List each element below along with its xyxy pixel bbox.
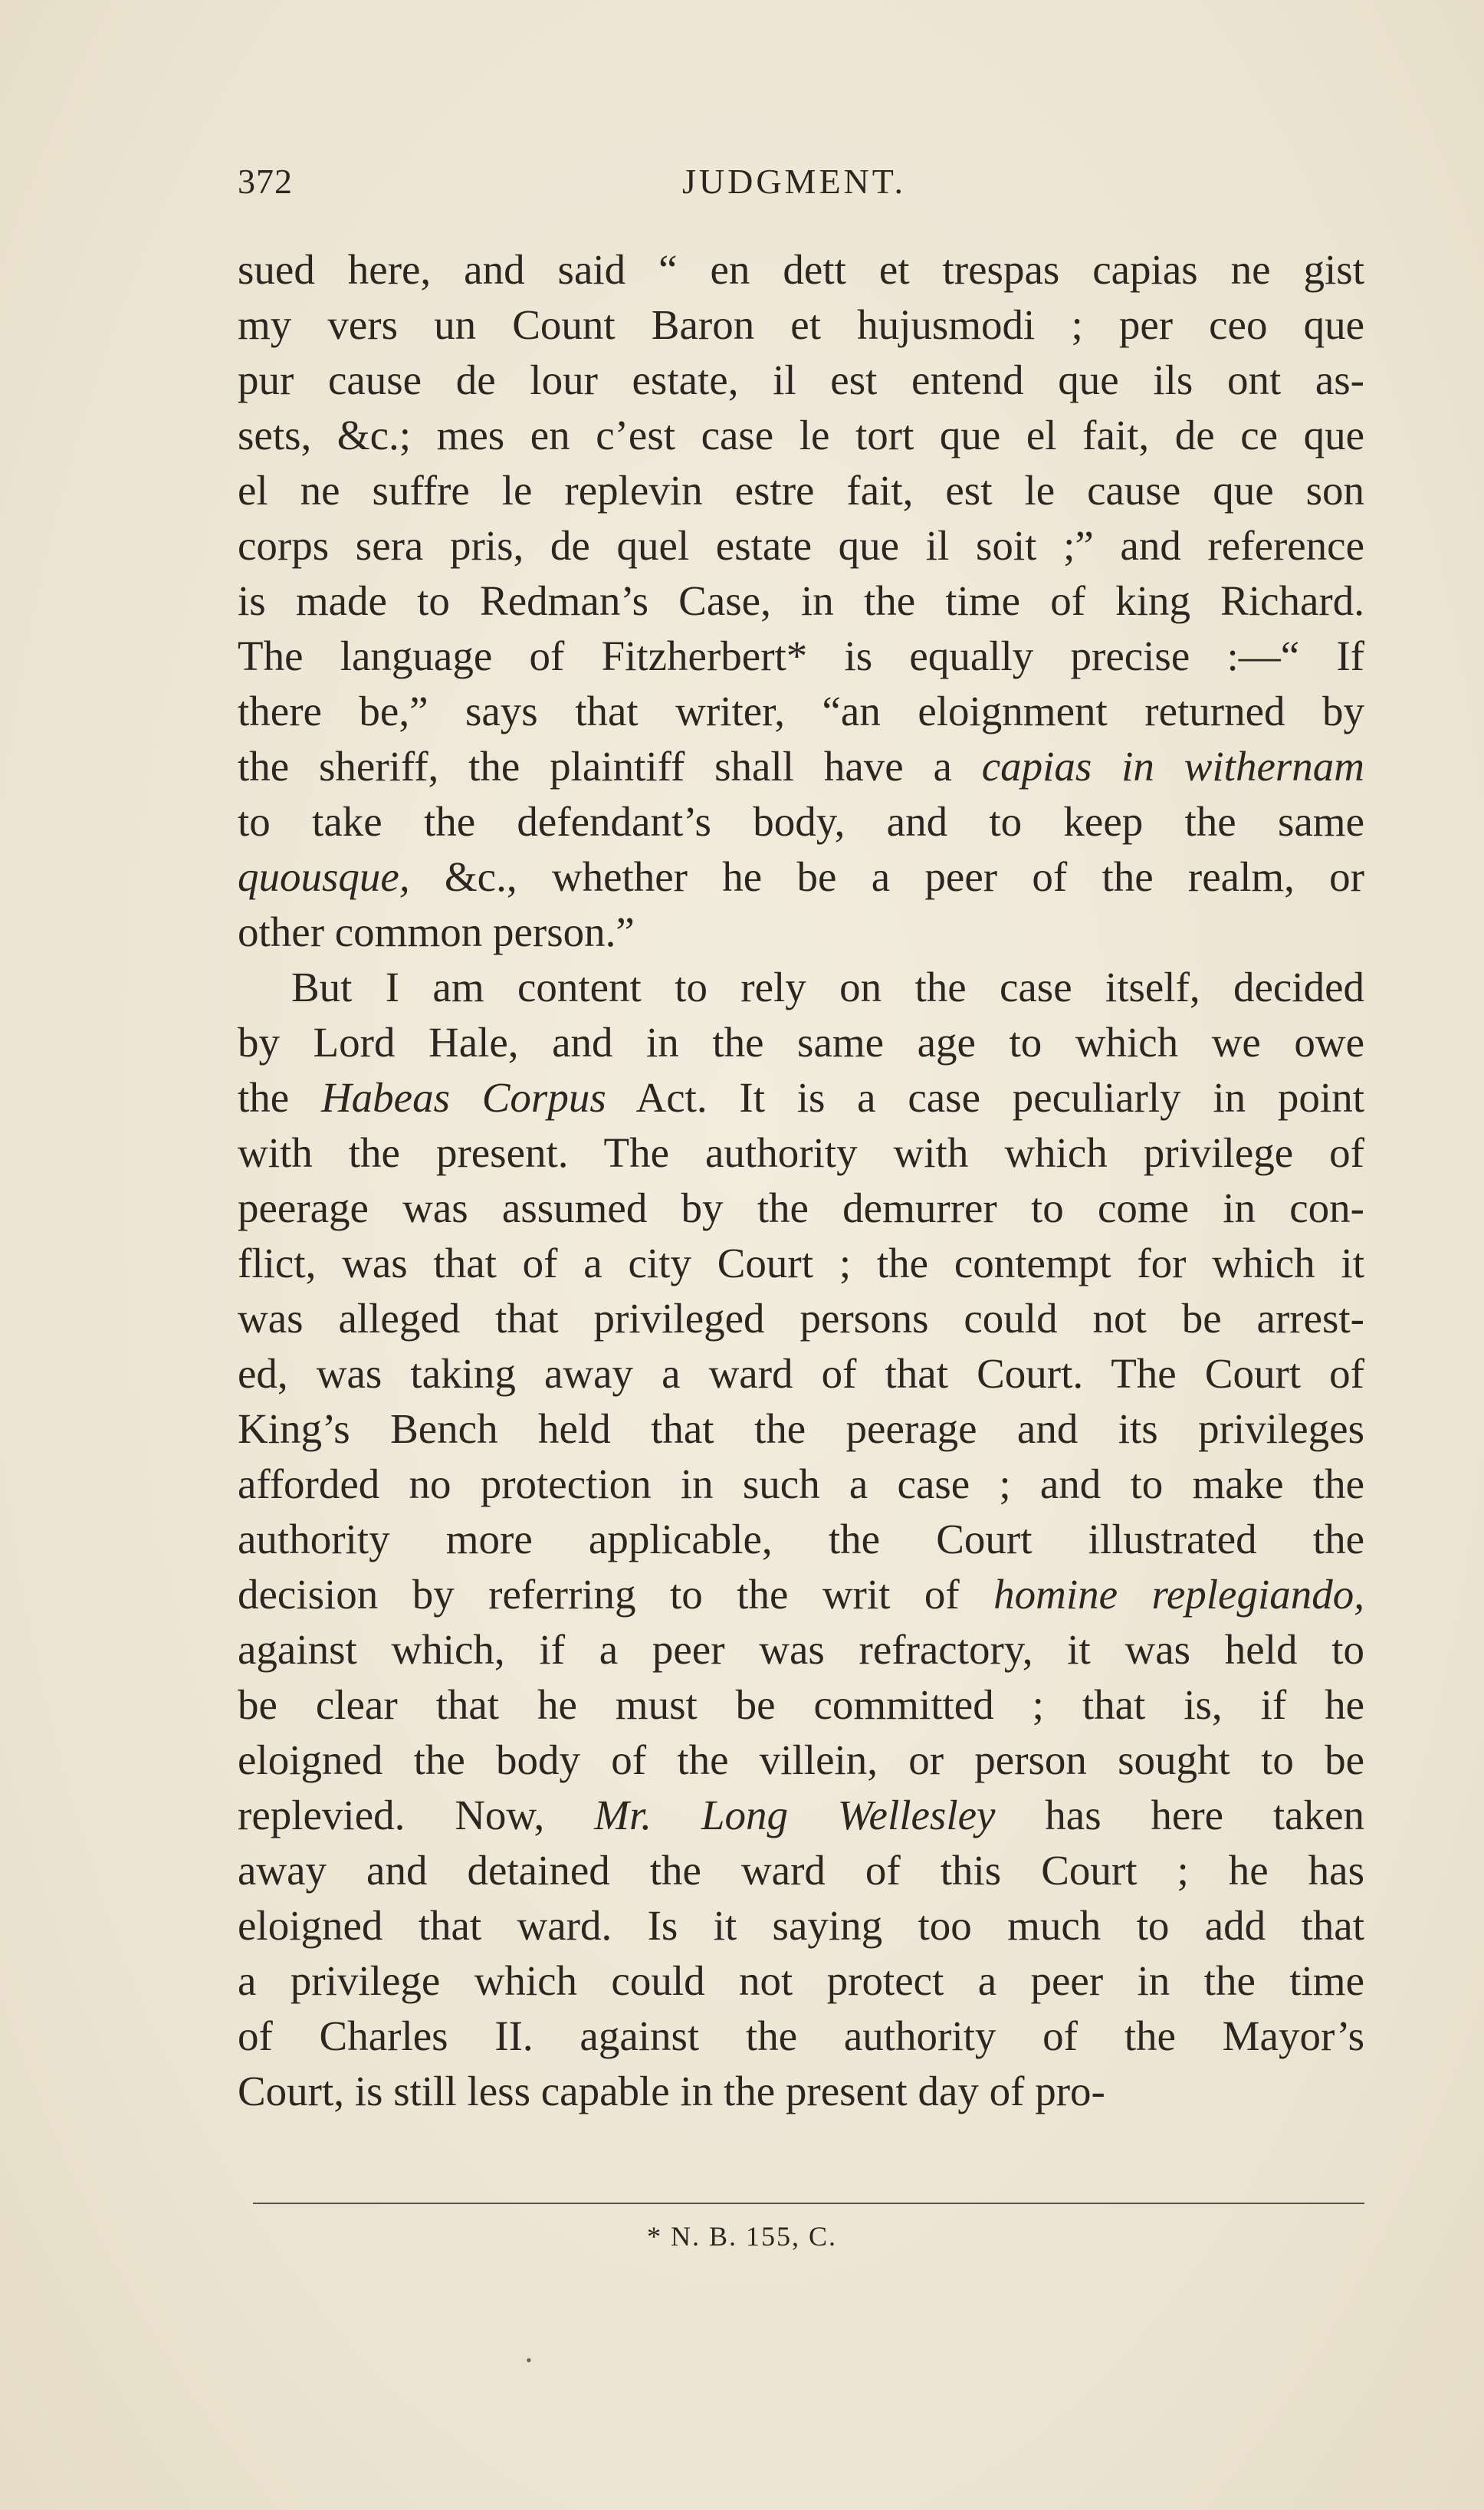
text-line <box>238 242 1364 297</box>
text-line <box>238 1291 1364 1346</box>
text-line <box>238 849 1364 905</box>
text-run: by Lord Hale, and in the same age to which we owe <box>238 1019 1364 1066</box>
text-run: has here taken <box>995 1792 1364 1838</box>
text-run: flict, was that of a city Court ; the contempt for which it <box>238 1240 1364 1286</box>
italic-run: Mr. Long Wellesley <box>594 1792 996 1838</box>
text-run: ed, was taking away a ward of that Court. The Court of <box>238 1350 1364 1397</box>
text-line <box>238 684 1364 739</box>
text-line <box>238 518 1364 573</box>
text-line <box>238 1457 1364 1512</box>
text-line <box>238 297 1364 353</box>
text-line <box>238 960 1364 1015</box>
text-line <box>238 1015 1364 1070</box>
text-run: the sheriff, the plaintiff shall have a <box>238 743 982 790</box>
text-run: away and detained the ward of this Court ; he has <box>238 1847 1364 1894</box>
italic-run: Habeas Corpus <box>320 1074 606 1121</box>
footnote: * N. B. 155, C. <box>646 2221 838 2252</box>
text-run: of Charles II. against the authority of the Mayor’s <box>238 2012 1364 2059</box>
text-run: afforded no protection in such a case ; and to make the <box>238 1460 1364 1507</box>
text-line <box>238 573 1364 629</box>
text-line <box>238 1788 1364 1843</box>
text-line <box>238 2009 1364 2064</box>
text-line <box>238 1070 1364 1125</box>
text-run: sued here, and said “ en dett et trespas capias ne gist <box>238 246 1364 293</box>
text-run: Court, is still less capable in the present day of pro- <box>238 2068 1105 2114</box>
text-run: King’s Bench held that the peerage and its privileges <box>238 1405 1364 1452</box>
page-header <box>238 161 1364 215</box>
text-line <box>238 1236 1364 1291</box>
text-run: there be,” says that writer, “an eloignment returned by <box>238 688 1364 734</box>
page-number: 372 <box>238 162 293 201</box>
italic-run: capias in withernam <box>981 743 1364 790</box>
text-run: to take the defendant’s body, and to keep the same <box>238 798 1364 845</box>
text-line <box>238 1622 1364 1677</box>
text-line <box>238 905 1364 960</box>
text-run: decision by referring to the writ of <box>238 1571 994 1618</box>
running-title: JUDGMENT. <box>682 162 906 201</box>
text-line <box>238 1677 1364 1733</box>
text-line <box>238 2064 1364 2119</box>
text-line <box>238 629 1364 684</box>
text-run: The language of Fitzherbert* is equally precise :—“ If <box>238 632 1364 679</box>
body-text <box>238 242 1364 2119</box>
text-line <box>238 1346 1364 1401</box>
text-run: replevied. Now, <box>238 1792 595 1838</box>
text-run: against which, if a peer was refractory, it was held to <box>238 1626 1364 1673</box>
text-line <box>238 1843 1364 1898</box>
text-line <box>238 1733 1364 1788</box>
text-run: with the present. The authority with which privilege of <box>238 1129 1364 1176</box>
page-speck: • <box>526 2351 532 2370</box>
text-line <box>238 1567 1364 1622</box>
text-line <box>238 1181 1364 1236</box>
text-run: eloigned the body of the villein, or person sought to be <box>238 1736 1364 1783</box>
text-line <box>238 408 1364 463</box>
text-run: my vers un Count Baron et hujusmodi ; per ceo que <box>238 301 1364 348</box>
text-run: corps sera pris, de quel estate que il soit ;” and reference <box>238 522 1364 569</box>
text-line <box>238 1953 1364 2009</box>
text-run: the <box>238 1074 321 1121</box>
text-run: other common person.” <box>238 908 635 955</box>
text-run: peerage was assumed by the demurrer to come in con- <box>238 1184 1364 1231</box>
text-run: authority more applicable, the Court illustrated the <box>238 1516 1364 1562</box>
text-run: &c., whether he be a peer of the realm, or <box>409 853 1364 900</box>
text-line <box>238 1125 1364 1181</box>
text-line <box>238 1512 1364 1567</box>
text-line <box>238 1401 1364 1457</box>
text-run: pur cause de lour estate, il est entend que ils ont as- <box>238 356 1364 403</box>
text-run: el ne suffre le replevin estre fait, est le cause que son <box>238 467 1364 514</box>
text-line <box>238 794 1364 849</box>
text-run: be clear that he must be committed ; that is, if he <box>238 1681 1364 1728</box>
text-run: sets, &c.; mes en c’est case le tort que el fait, de ce que <box>238 412 1364 458</box>
text-line <box>238 353 1364 408</box>
text-run: But I am content to rely on the case itself, decided <box>291 964 1364 1010</box>
footnote-rule <box>253 2203 1364 2204</box>
text-run: was alleged that privileged persons could not be arrest- <box>238 1295 1364 1342</box>
text-run: a privilege which could not protect a peer in the time <box>238 1957 1364 2004</box>
text-run: eloigned that ward. Is it saying too much to add that <box>238 1902 1364 1949</box>
text-line <box>238 739 1364 794</box>
text-line <box>238 1898 1364 1953</box>
italic-run: homine replegiando, <box>993 1571 1364 1618</box>
text-line <box>238 463 1364 518</box>
italic-run: quousque, <box>238 853 410 900</box>
text-run: is made to Redman’s Case, in the time of king Richard. <box>238 577 1364 624</box>
text-run: Act. It is a case peculiarly in point <box>606 1074 1364 1121</box>
